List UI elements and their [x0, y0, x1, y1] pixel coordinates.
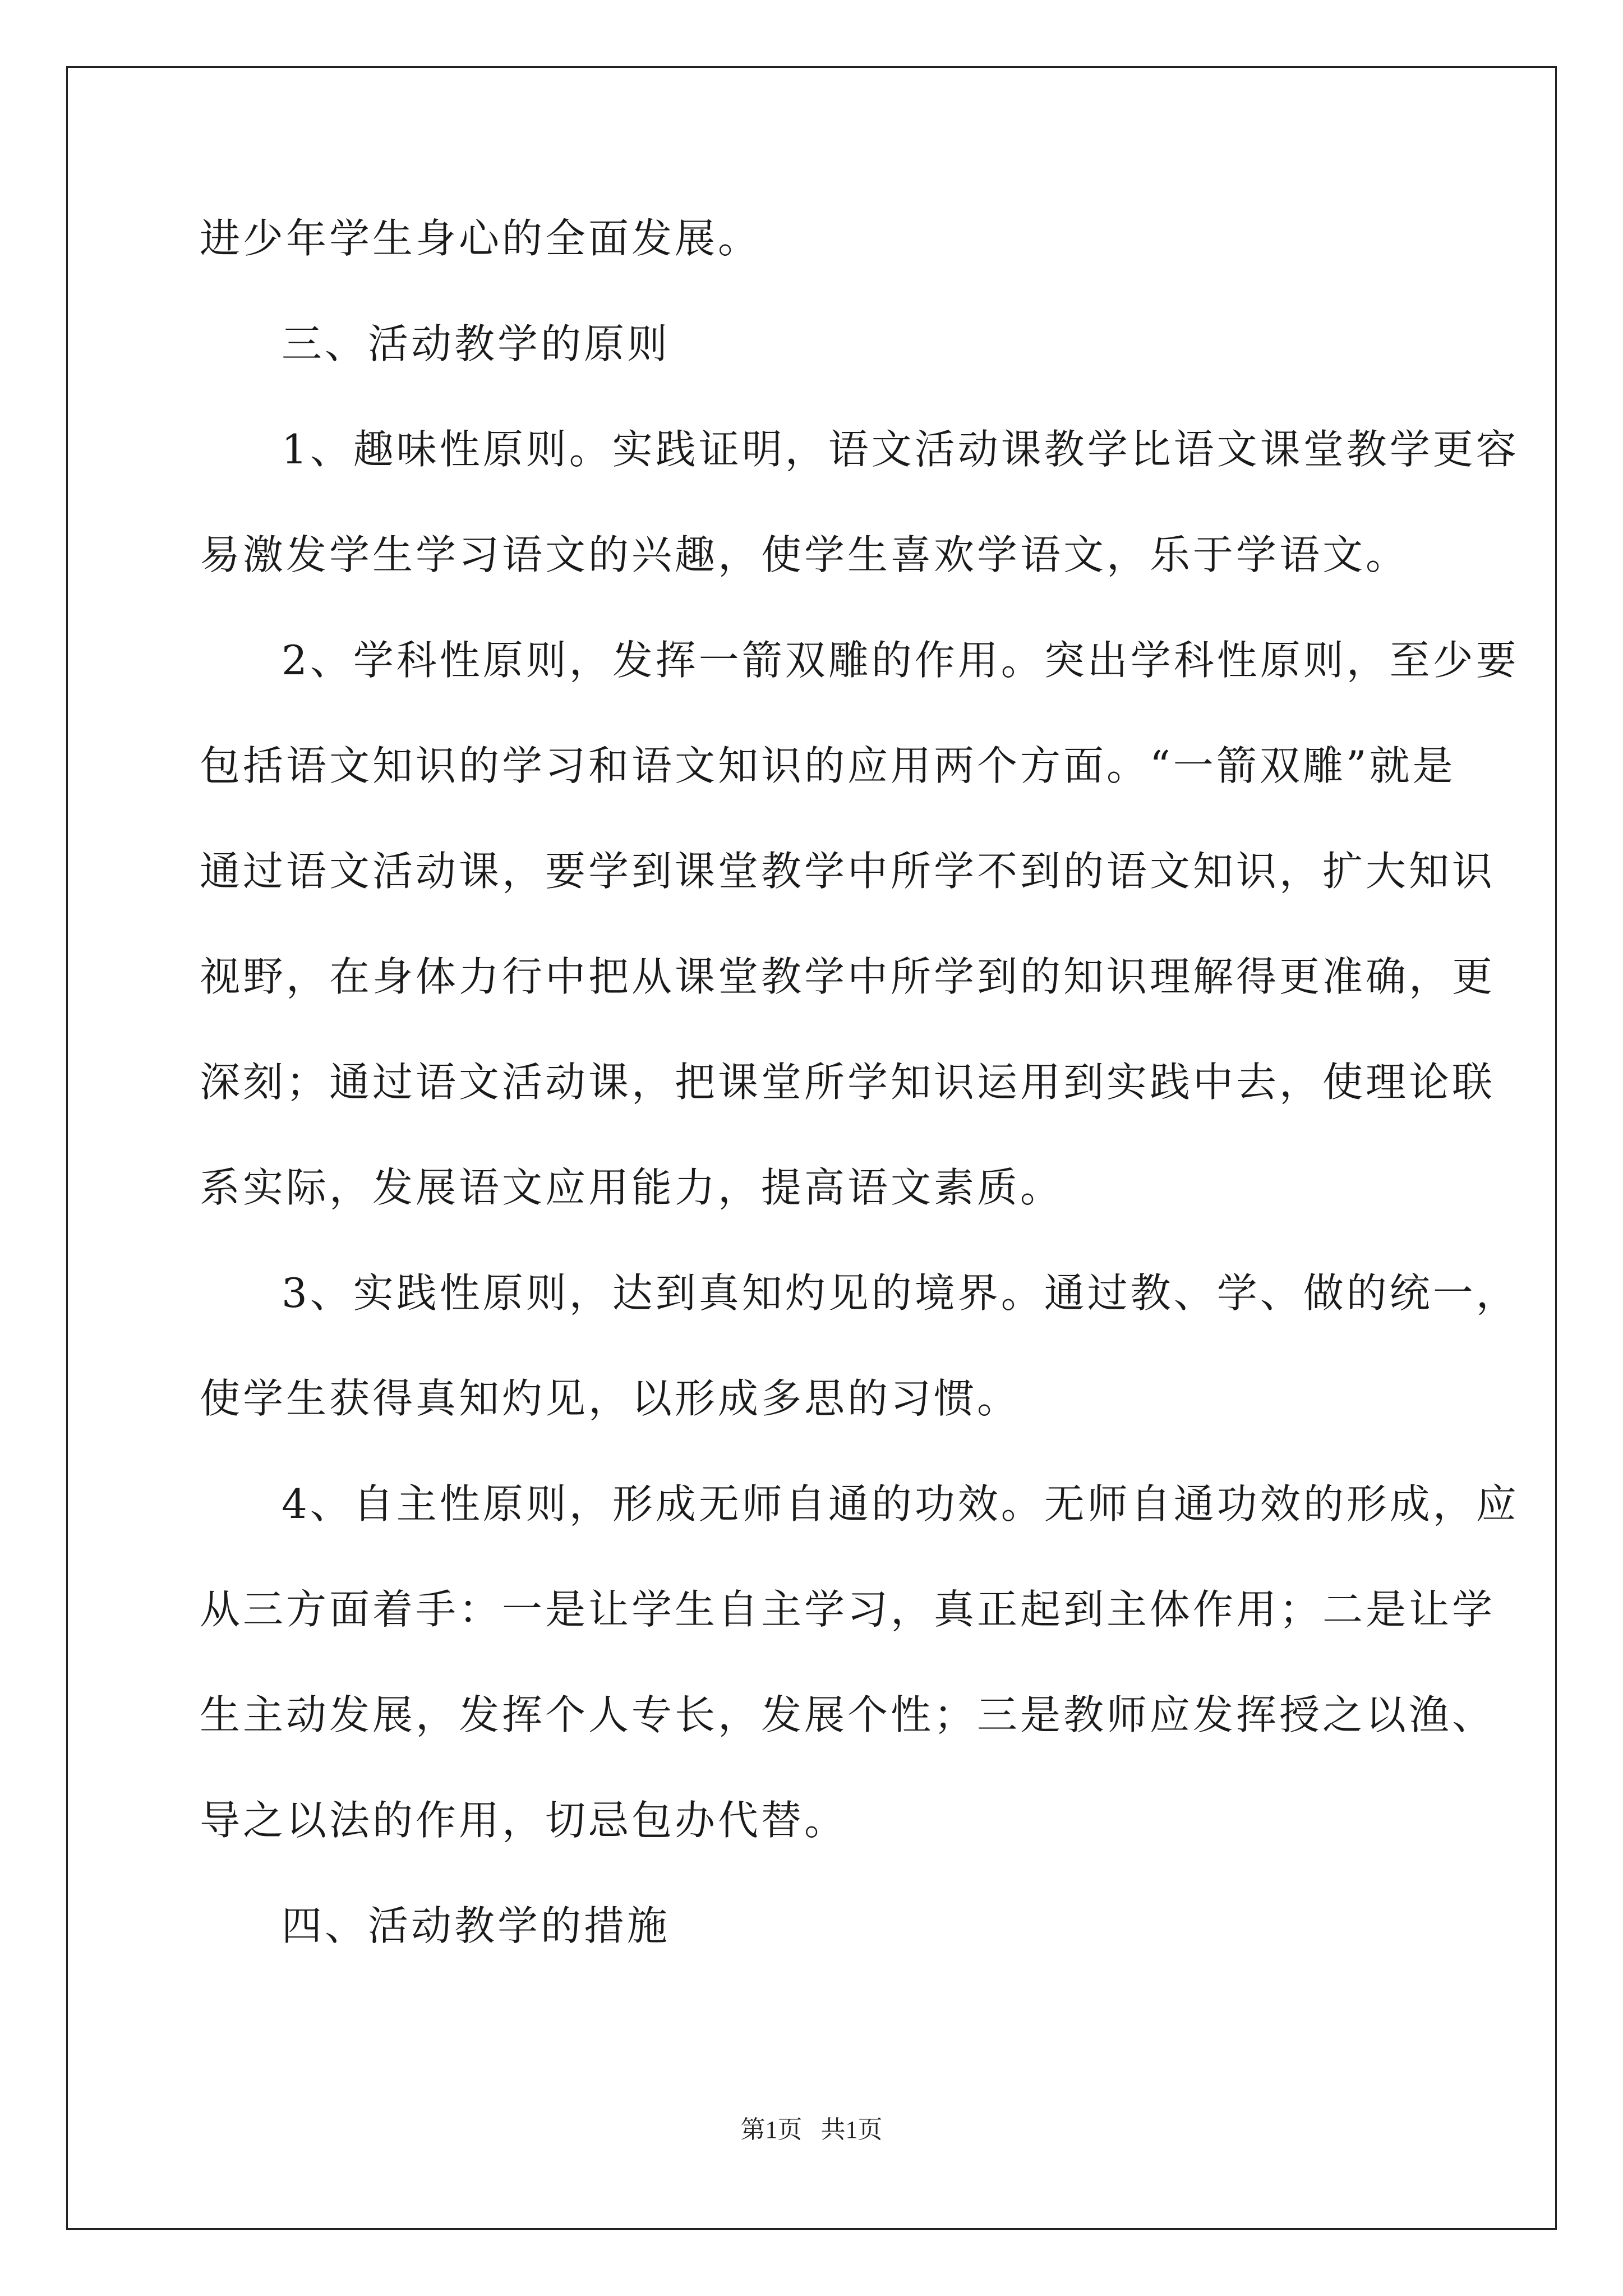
section-heading: 四、活动教学的措施: [282, 1902, 671, 1949]
text-line: 系实际，发展语文应用能力，提高语文素质。: [200, 1164, 1064, 1211]
text-line: 1、趣味性原则。实践证明，语文活动课教学比语文课堂教学更容: [282, 426, 1519, 473]
text-line: 使学生获得真知灼见，以形成多思的习惯。: [200, 1375, 1021, 1422]
text-line: 包括语文知识的学习和语文知识的应用两个方面。“一箭双雕”就是: [200, 742, 1456, 789]
text-line: 通过语文活动课，要学到课堂教学中所学不到的语文知识，扩大知识: [200, 848, 1496, 895]
text-line: 生主动发展，发挥个人专长，发展个性；三是教师应发挥授之以渔、: [200, 1691, 1496, 1738]
text-line: 2、学科性原则，发挥一箭双雕的作用。突出学科性原则，至少要: [282, 637, 1519, 684]
text-line: 导之以法的作用，切忌包办代替。: [200, 1797, 848, 1844]
text-line: 进少年学生身心的全面发展。: [200, 215, 762, 262]
text-line: 4、自主性原则，形成无师自通的功效。无师自通功效的形成，应: [282, 1480, 1519, 1527]
page-number-footer: 第1页 共1页: [740, 2116, 883, 2143]
text-line: 易激发学生学习语文的兴趣，使学生喜欢学语文，乐于学语文。: [200, 531, 1409, 578]
text-line: 从三方面着手：一是让学生自主学习，真正起到主体作用；二是让学: [200, 1586, 1496, 1633]
text-line: 深刻；通过语文活动课，把课堂所学知识运用到实践中去，使理论联: [200, 1059, 1496, 1106]
text-line: 视野，在身体力行中把从课堂教学中所学到的知识理解得更准确，更: [200, 953, 1496, 1000]
text-line: 3、实践性原则，达到真知灼见的境界。通过教、学、做的统一，: [282, 1269, 1519, 1317]
section-heading: 三、活动教学的原则: [282, 320, 671, 367]
